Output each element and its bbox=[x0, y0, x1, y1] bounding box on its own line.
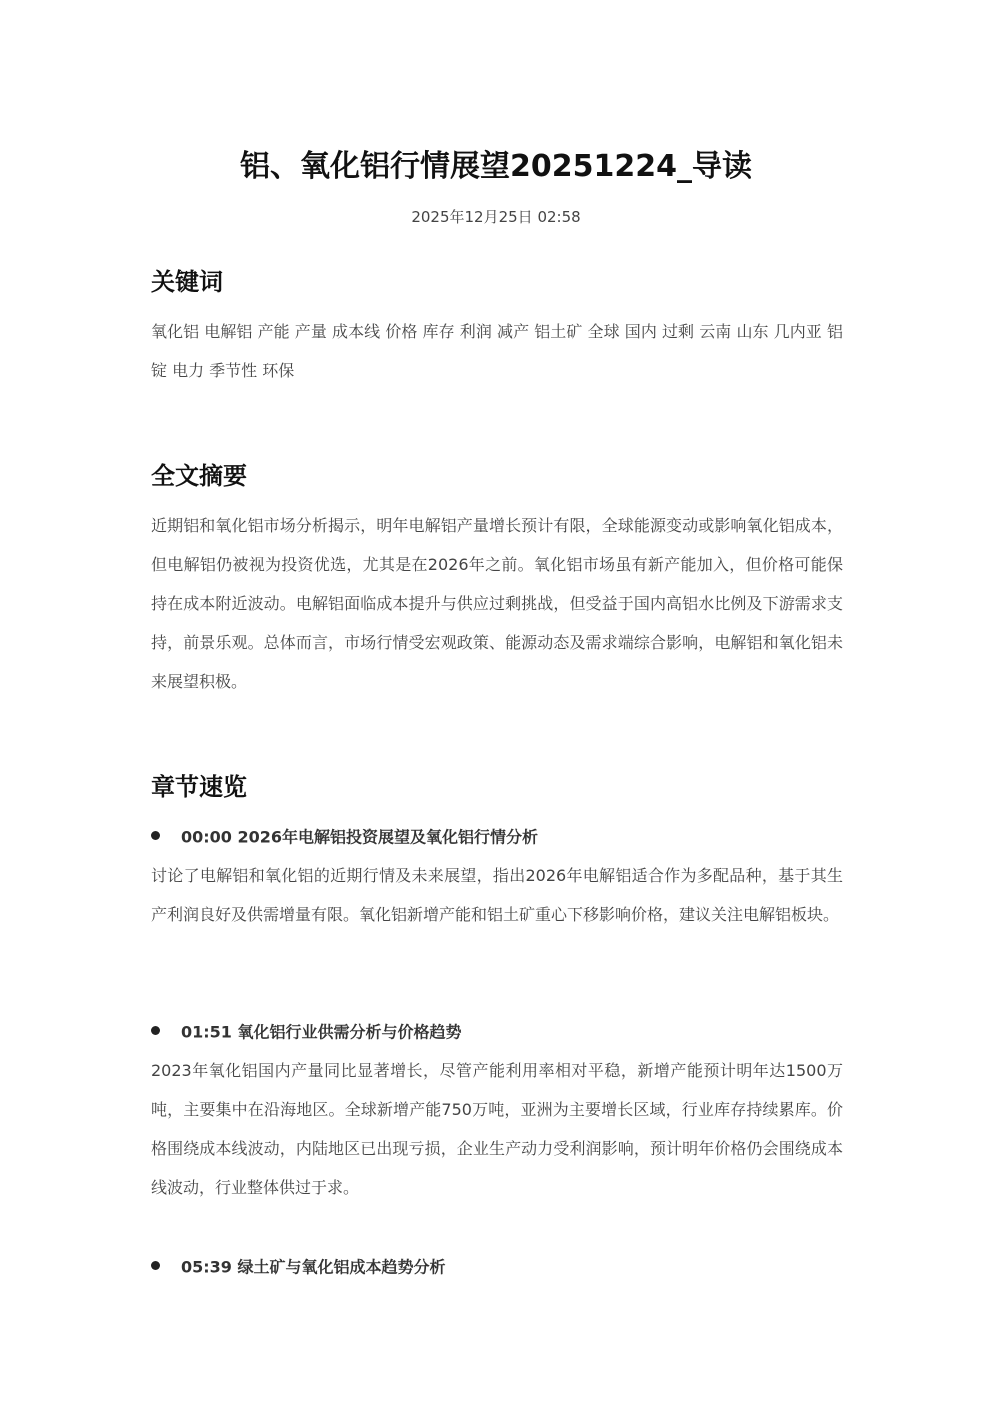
bullet-icon bbox=[151, 1261, 160, 1270]
chapter-item-text: 2023年氧化铝国内产量同比显著增长，尽管产能利用率相对平稳，新增产能预计明年达1500万吨，主要集中在沿海地区。全球新增产能750万吨，亚洲为主要增长区域，行业库存持续累库。价格围绕成本线波动，内陆地区已出现亏损，企业生产动力受利润影响，预计明年价格仍会围绕成本线波动，行业整体供过于求。 bbox=[151, 1061, 843, 1197]
document-title: 铝、氧化铝行情展望20251224_导读 bbox=[240, 149, 752, 184]
chapter-title-text: 01:51 氧化铝行业供需分析与价格趋势 bbox=[181, 1022, 462, 1042]
chapter-item-title bbox=[151, 825, 843, 850]
chapter-title-text: 00:00 2026年电解铝投资展望及氧化铝行情分析 bbox=[181, 827, 539, 847]
chapter-title-text: 05:39 绿土矿与氧化铝成本趋势分析 bbox=[181, 1257, 446, 1277]
summary-text: 近期铝和氧化铝市场分析揭示，明年电解铝产量增长预计有限，全球能源变动或影响氧化铝成本，但电解铝仍被视为投资优选，尤其是在2026年之前。氧化铝市场虽有新产能加入，但价格可能保持在成本附近波动。电解铝面临成本提升与供应过剩挑战，但受益于国内高铝水比例及下游需求支持，前景乐观。总体而言，市场行情受宏观政策、能源动态及需求端综合影响，电解铝和氧化铝未来展望积极。 bbox=[151, 516, 843, 691]
bullet-icon bbox=[151, 1026, 160, 1035]
keywords-heading: 关键词 bbox=[151, 268, 223, 296]
chapters-heading: 章节速览 bbox=[151, 773, 247, 801]
chapter-item-text: 讨论了电解铝和氧化铝的近期行情及未来展望，指出2026年电解铝适合作为多配品种，基于其生产利润良好及供需增量有限。氧化铝新增产能和铝土矿重心下移影响价格，建议关注电解铝板块。 bbox=[151, 866, 843, 924]
chapter-item-title bbox=[151, 1255, 843, 1280]
keywords-text: 氧化铝 电解铝 产能 产量 成本线 价格 库存 利润 减产 铝土矿 全球 国内 过剩 云南 山东 几内亚 铝锭 电力 季节性 环保 bbox=[151, 322, 843, 380]
summary-heading: 全文摘要 bbox=[151, 462, 247, 490]
chapter-item-title bbox=[151, 1020, 843, 1045]
bullet-icon bbox=[151, 831, 160, 840]
document-date: 2025年12月25日 02:58 bbox=[411, 208, 581, 226]
